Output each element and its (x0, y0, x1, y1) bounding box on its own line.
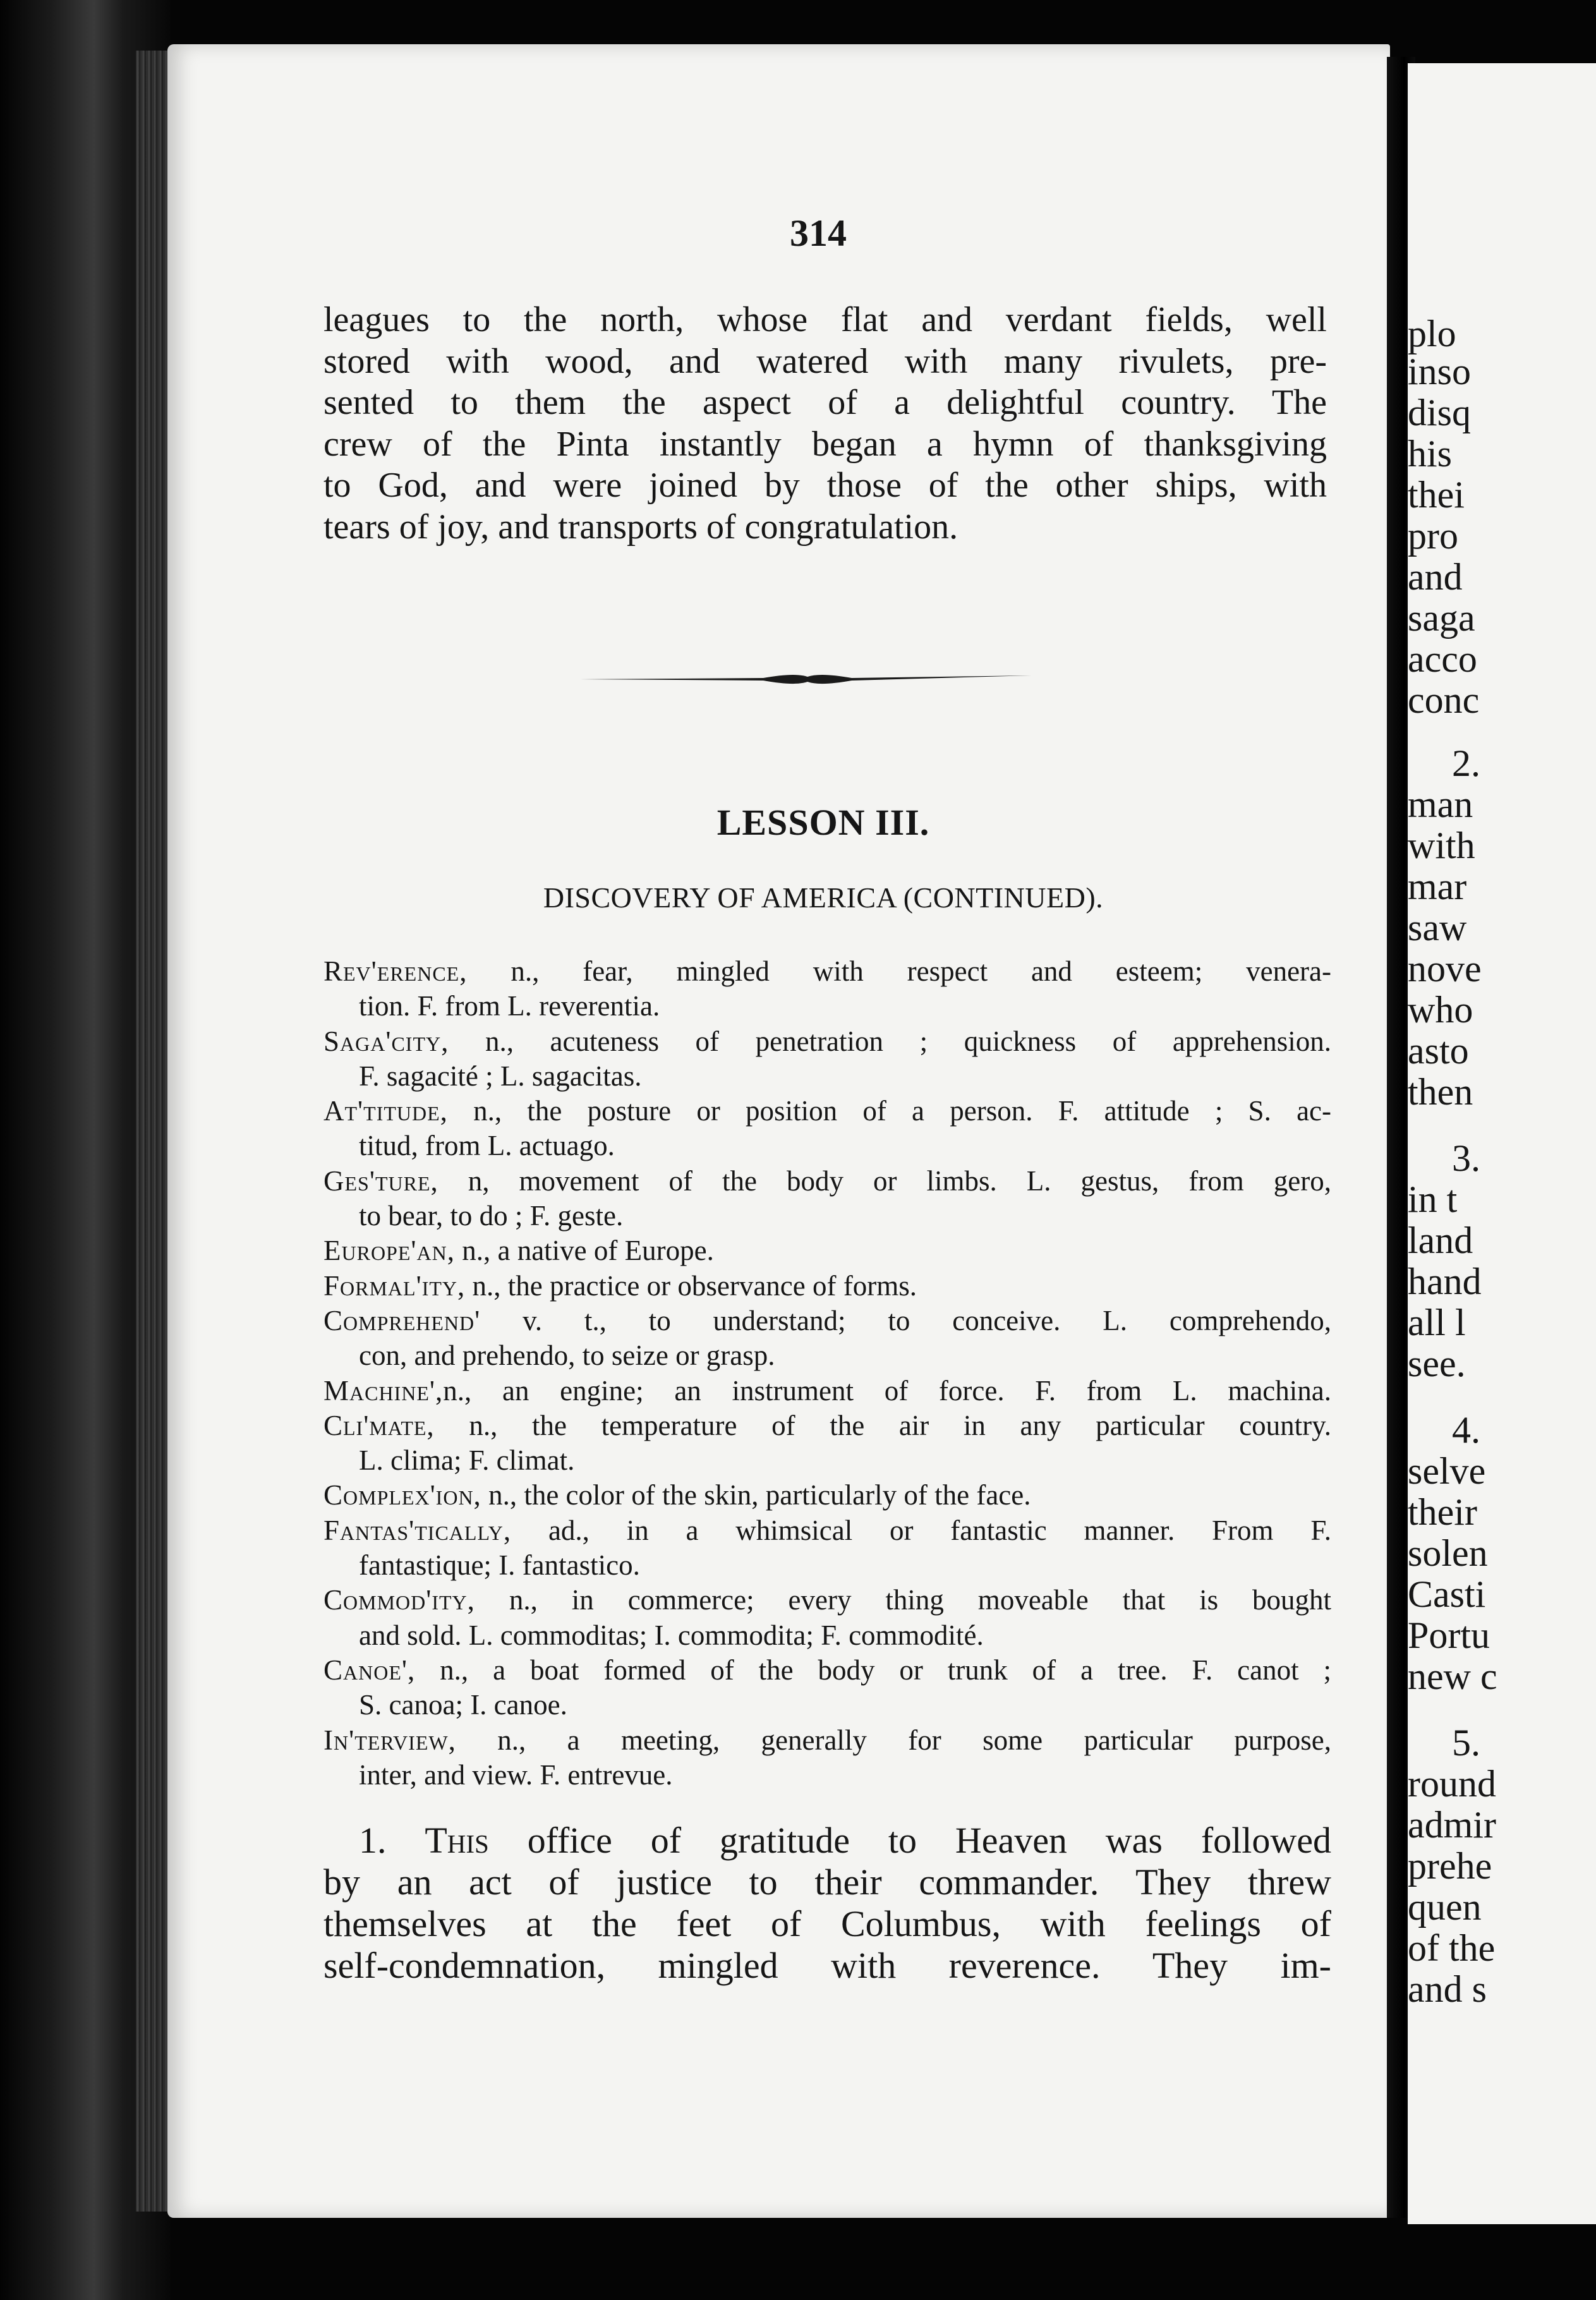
lesson-paragraph (323, 1820, 1331, 1987)
next-page-line: 3. (1452, 1137, 1480, 1179)
vocab-headword: Machine', (323, 1374, 444, 1407)
text-line: crew of the Pinta instantly began a hymn of thanksgiving (323, 424, 1327, 464)
next-page-line: asto (1408, 1030, 1469, 1072)
vocab-definition: n, movement of the body or limbs. L. gestus, from gero, (468, 1165, 1331, 1197)
next-page-line: plo (1408, 313, 1456, 354)
next-page-line: then (1408, 1071, 1473, 1113)
vocab-definition: F. sagacité ; L. sagacitas. (359, 1060, 642, 1092)
next-page-line: Portu (1408, 1614, 1490, 1656)
text-line: by an act of justice to their commander. They threw (323, 1861, 1331, 1903)
next-page-line: mar (1408, 866, 1467, 907)
vocab-definition: ad., in a whimsical or fantastic manner. From F. (548, 1514, 1331, 1546)
next-page-line: who (1408, 989, 1473, 1031)
next-page-line: man (1408, 784, 1473, 825)
vocab-definition: n., a meeting, generally for some particular purpose, (497, 1724, 1331, 1756)
vocab-definition: n., the temperature of the air in any particular country. (469, 1409, 1331, 1441)
text-line: themselves at the feet of Columbus, with feelings of (323, 1903, 1331, 1944)
paragraph-number: 1. (359, 1820, 387, 1861)
vocab-headword: Europe'an, (323, 1235, 455, 1267)
vocab-headword: Saga'city, (323, 1025, 449, 1057)
vocab-entry (323, 1233, 1331, 1268)
next-page-line: new c (1408, 1655, 1497, 1697)
vocab-definition: n., acuteness of penetration ; quickness of apprehension. (485, 1025, 1332, 1057)
vocab-definition: n., in commerce; every thing moveable that is bought (509, 1584, 1332, 1616)
page-number: 314 (790, 212, 847, 254)
next-page-line: Casti (1408, 1573, 1486, 1615)
vocab-headword: Complex'ion, (323, 1479, 481, 1511)
vocab-entry (323, 1653, 1331, 1723)
next-page-line: see. (1408, 1343, 1466, 1384)
next-page-line: land (1408, 1220, 1473, 1261)
page-edges (136, 51, 171, 2212)
text-line: stored with wood, and watered with many rivulets, pre- (323, 341, 1327, 381)
next-page-line: all l (1408, 1302, 1466, 1343)
vocab-headword: In'terview, (323, 1724, 456, 1756)
vocab-definition: L. clima; F. climat. (359, 1444, 575, 1477)
vocab-definition: and sold. L. commoditas; I. commodita; F. commodité. (359, 1619, 984, 1651)
vocab-entry (323, 1583, 1331, 1653)
vocab-definition: v. t., to understand; to conceive. L. comprehendo, (523, 1304, 1332, 1336)
next-page-line: and s (1408, 1968, 1487, 2010)
next-page-line: disq (1408, 392, 1472, 433)
vocab-entry (323, 1094, 1331, 1164)
next-page-line: conc (1408, 679, 1480, 721)
text-line: office of gratitude to Heaven was followed (527, 1820, 1331, 1861)
vocab-definition: n., a boat formed of the body or trunk of a tree. F. canot ; (440, 1654, 1331, 1686)
vocab-definition: n., the practice or observance of forms. (472, 1269, 917, 1302)
vocab-entry (323, 1164, 1331, 1234)
vocab-definition: n., the posture or position of a person. F. attitude ; S. ac- (473, 1095, 1332, 1127)
vocab-entry (323, 1024, 1331, 1094)
vocab-headword: Commod'ity, (323, 1584, 475, 1616)
next-page-line: thei (1408, 474, 1465, 516)
continued-paragraph (323, 300, 1327, 548)
vocab-definition: titud, from L. actuago. (359, 1130, 615, 1162)
vocab-definition: n., fear, mingled with respect and esteem; venera- (511, 955, 1331, 987)
vocab-entry (323, 1478, 1331, 1513)
vocab-entry (323, 954, 1331, 1024)
next-page-line: round (1408, 1763, 1496, 1805)
vocab-headword: Rev'erence, (323, 955, 468, 987)
next-page-line: of the (1408, 1927, 1496, 1969)
vocab-headword: Comprehend' (323, 1304, 481, 1336)
next-page-line: acco (1408, 638, 1477, 680)
vocab-entry (323, 1723, 1331, 1793)
vocab-entry (323, 1304, 1331, 1374)
vocab-definition: con, and prehendo, to seize or grasp. (359, 1340, 775, 1372)
vocab-headword: Fantas'tically, (323, 1514, 512, 1546)
next-page-line: prehe (1408, 1845, 1492, 1887)
next-page-line: and (1408, 556, 1463, 598)
vocab-headword: At'titude, (323, 1095, 448, 1127)
vocab-entry (323, 1269, 1331, 1304)
text-line: to God, and were joined by those of the other ships, with (323, 466, 1327, 505)
lesson-subtitle: DISCOVERY OF AMERICA (CONTINUED). (543, 881, 1104, 914)
next-page-fragment (1408, 63, 1596, 2224)
next-page-line: their (1408, 1491, 1477, 1533)
text-line: leagues to the north, whose flat and verdant fields, well (323, 300, 1327, 339)
vocab-definition: tion. F. from L. reverentia. (359, 990, 660, 1022)
next-page-line: quen (1408, 1886, 1482, 1928)
next-page-line: with (1408, 825, 1475, 866)
vocab-headword: Canoe', (323, 1654, 416, 1686)
vocab-definition: to bear, to do ; F. geste. (359, 1200, 624, 1232)
next-page-line: selve (1408, 1450, 1486, 1492)
vocab-entry (323, 1408, 1331, 1479)
vocab-headword: Ges'ture, (323, 1165, 438, 1197)
vocab-headword: Formal'ity, (323, 1269, 466, 1302)
next-page-line: inso (1408, 351, 1472, 392)
text-line: self-condemnation, mingled with reverence. They im- (323, 1945, 1331, 1986)
paragraph-first-word: This (425, 1820, 489, 1861)
next-page-line: his (1408, 433, 1453, 475)
vocab-entry (323, 1374, 1331, 1408)
section-divider-ornament (580, 670, 1035, 689)
next-page-line: solen (1408, 1532, 1488, 1574)
next-page-line: in t (1408, 1178, 1458, 1220)
next-page-line: nove (1408, 948, 1482, 990)
vocab-definition: S. canoa; I. canoe. (359, 1689, 567, 1721)
text-line: tears of joy, and transports of congratulation. (323, 507, 958, 547)
vocab-definition: fantastique; I. fantastico. (359, 1549, 640, 1582)
next-page-line: 2. (1452, 742, 1480, 784)
text-line: sented to them the aspect of a delightful country. The (323, 383, 1327, 422)
vocabulary-list (323, 954, 1331, 1793)
next-page-line: saw (1408, 907, 1467, 948)
vocab-headword: Cli'mate, (323, 1409, 435, 1441)
next-page-line: saga (1408, 597, 1475, 639)
next-page-line: admir (1408, 1804, 1496, 1846)
lesson-title: LESSON III. (716, 802, 930, 843)
vocab-entry (323, 1513, 1331, 1583)
vocab-definition: n., an engine; an instrument of force. F. from L. machina. (443, 1374, 1331, 1407)
next-page-line: 5. (1452, 1722, 1480, 1764)
vocab-definition: inter, and view. F. entrevue. (359, 1758, 673, 1791)
vocab-definition: n., a native of Europe. (462, 1235, 714, 1267)
next-page-line: pro (1408, 515, 1458, 557)
vocab-definition: n., the color of the skin, particularly of the face. (488, 1479, 1031, 1511)
next-page-line: hand (1408, 1261, 1482, 1302)
next-page-line: 4. (1452, 1409, 1480, 1451)
